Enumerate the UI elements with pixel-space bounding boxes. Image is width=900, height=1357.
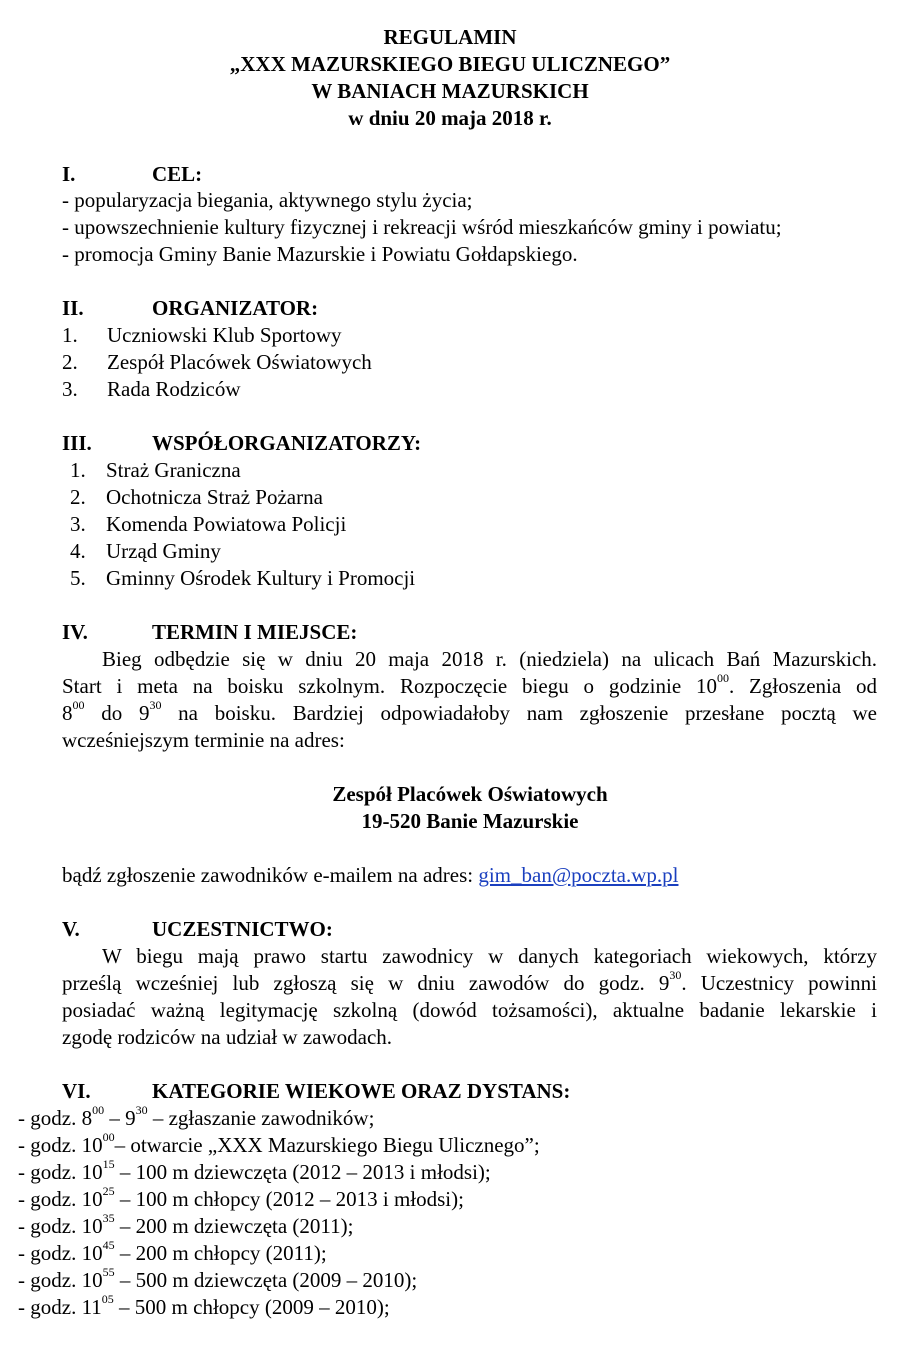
schedule-item (18, 1240, 327, 1267)
paragraph-line (62, 943, 877, 970)
schedule-item (18, 1105, 374, 1132)
list-number: 2. (70, 485, 86, 509)
email-link[interactable]: gim_ban@poczta.wp.pl (478, 863, 679, 887)
section-heading-uczestnictwo (62, 916, 333, 943)
section-title: CEL: (152, 162, 203, 186)
list-item: - upowszechnienie kultury fizycznej i rekreacji wśród mieszkańców gminy i powiatu; (62, 215, 782, 239)
section-title: TERMIN I MIEJSCE: (152, 620, 358, 644)
list-item (70, 538, 221, 565)
paragraph-line (62, 700, 877, 727)
list-item: - promocja Gminy Banie Mazurskie i Powiatu Gołdapskiego. (62, 242, 578, 266)
superscript: 30 (135, 1103, 148, 1117)
paragraph-line (62, 646, 877, 673)
text-run: - godz. 10 (18, 1268, 103, 1292)
text-run: - godz. 10 (18, 1214, 103, 1238)
list-text: Zespół Placówek Oświatowych (107, 350, 372, 374)
text-run: do 9 (84, 701, 150, 725)
text-run: – 500 m dziewczęta (2009 – 2010); (114, 1268, 418, 1292)
text-run: . Zgłoszenia od (728, 674, 877, 698)
paragraph-line: zgodę rodziców na udział w zawodach. (62, 1025, 393, 1049)
text-run: posiadać ważną legitymację szkolną (dowód tożsamości), aktualne badanie lekarskie i (62, 998, 877, 1022)
doc-title-event: „XXX MAZURSKIEGO BIEGU ULICZNEGO” (229, 52, 671, 76)
section-title: UCZESTNICTWO: (152, 917, 333, 941)
text-run: – 500 m chłopcy (2009 – 2010); (113, 1295, 390, 1319)
schedule-item (18, 1294, 390, 1321)
schedule-item (18, 1213, 353, 1240)
text-run: - godz. 10 (18, 1241, 103, 1265)
paragraph-line: wcześniejszym terminie na adres: (62, 728, 345, 752)
paragraph-termin (62, 646, 877, 754)
text-run: . Uczestnicy powinni (681, 971, 877, 995)
superscript: 25 (102, 1184, 115, 1198)
section-heading-wspolorganizatorzy (62, 430, 421, 457)
section-title: ORGANIZATOR: (152, 296, 319, 320)
list-text: Komenda Powiatowa Policji (106, 512, 347, 536)
list-item (70, 457, 241, 484)
list-item (62, 349, 372, 376)
superscript: 45 (102, 1238, 115, 1252)
section-heading-organizator (62, 295, 318, 322)
list-number: 3. (62, 377, 78, 401)
paragraph-line (62, 673, 877, 700)
text-run: na boisku. Bardziej odpowiadałoby nam zgłoszenie przesłane pocztą we (161, 701, 877, 725)
list-number: 5. (70, 566, 86, 590)
text-run: prześlą wcześniej lub zgłoszą się w dniu zawodów do godz. 9 (62, 971, 670, 995)
schedule-item (18, 1132, 540, 1159)
list-item (62, 322, 342, 349)
text-run: – otwarcie „XXX Mazurskiego Biegu Ulicznego”; (114, 1133, 540, 1157)
text-run: – 9 (104, 1106, 136, 1130)
schedule-item (18, 1267, 417, 1294)
section-number: I. (62, 162, 76, 186)
superscript: 00 (716, 673, 729, 685)
schedule-item (18, 1159, 491, 1186)
list-item (70, 511, 346, 538)
text-run: – 100 m chłopcy (2012 – 2013 i młodsi); (114, 1187, 464, 1211)
list-text: Urząd Gminy (106, 539, 221, 563)
list-item (70, 565, 415, 592)
list-text: Rada Rodziców (107, 377, 241, 401)
list-number: 2. (62, 350, 78, 374)
list-text: Gminny Ośrodek Kultury i Promocji (106, 566, 416, 590)
paragraph-line (62, 970, 877, 997)
section-heading-termin (62, 619, 357, 646)
section-number: VI. (62, 1079, 91, 1103)
text-run: – zgłaszanie zawodników; (147, 1106, 375, 1130)
section-number: V. (62, 917, 80, 941)
section-number: II. (62, 296, 84, 320)
text-run: Bieg odbędzie się w dniu 20 maja 2018 r. (niedziela) na ulicach Bań Mazurskich. (102, 647, 877, 671)
text-run: - godz. 10 (18, 1160, 103, 1184)
email-prefix: bądź zgłoszenie zawodników e-mailem na adres: (62, 863, 479, 887)
section-heading-cel (62, 161, 202, 188)
list-number: 3. (70, 512, 86, 536)
text-run: - godz. 10 (18, 1133, 103, 1157)
list-number: 1. (62, 323, 78, 347)
doc-title-regulamin: REGULAMIN (383, 25, 517, 49)
text-run: – 200 m dziewczęta (2011); (114, 1214, 354, 1238)
address-line-2: 19-520 Banie Mazurskie (361, 809, 579, 833)
superscript: 00 (92, 1103, 105, 1117)
section-title: WSPÓŁORGANIZATORZY: (152, 431, 422, 455)
doc-title-place: W BANIACH MAZURSKICH (311, 79, 589, 103)
superscript: 00 (72, 700, 85, 712)
text-run: – 200 m chłopcy (2011); (114, 1241, 327, 1265)
list-text: Ochotnicza Straż Pożarna (106, 485, 323, 509)
list-text: Straż Graniczna (106, 458, 241, 482)
section-heading-kategorie (62, 1078, 570, 1105)
paragraph-line (62, 997, 877, 1024)
text-run: W biegu mają prawo startu zawodnicy w danych kategoriach wiekowych, którzy (102, 944, 877, 968)
list-number: 1. (70, 458, 86, 482)
superscript: 55 (102, 1265, 115, 1279)
text-run: - godz. 11 (18, 1295, 102, 1319)
superscript: 30 (669, 970, 682, 982)
text-run: 8 (62, 701, 73, 725)
paragraph-uczestnictwo (62, 943, 877, 1051)
email-line (62, 862, 678, 889)
schedule-item (18, 1186, 464, 1213)
list-item: - popularyzacja biegania, aktywnego stylu życia; (62, 188, 473, 212)
superscript: 00 (102, 1130, 115, 1144)
section-title: KATEGORIE WIEKOWE ORAZ DYSTANS: (152, 1079, 571, 1103)
text-run: Start i meta na boisku szkolnym. Rozpoczęcie biegu o godzinie 10 (62, 674, 717, 698)
superscript: 05 (101, 1292, 114, 1306)
doc-title-date: w dniu 20 maja 2018 r. (348, 106, 552, 130)
section-number: IV. (62, 620, 88, 644)
section-number: III. (62, 431, 92, 455)
address-line-1: Zespół Placówek Oświatowych (332, 782, 608, 806)
superscript: 15 (102, 1157, 115, 1171)
superscript: 30 (149, 700, 162, 712)
list-text: Uczniowski Klub Sportowy (107, 323, 342, 347)
list-item (62, 376, 241, 403)
list-number: 4. (70, 539, 86, 563)
list-item (70, 484, 323, 511)
text-run: - godz. 10 (18, 1187, 103, 1211)
text-run: - godz. 8 (18, 1106, 93, 1130)
superscript: 35 (102, 1211, 115, 1225)
text-run: – 100 m dziewczęta (2012 – 2013 i młodsi); (114, 1160, 491, 1184)
